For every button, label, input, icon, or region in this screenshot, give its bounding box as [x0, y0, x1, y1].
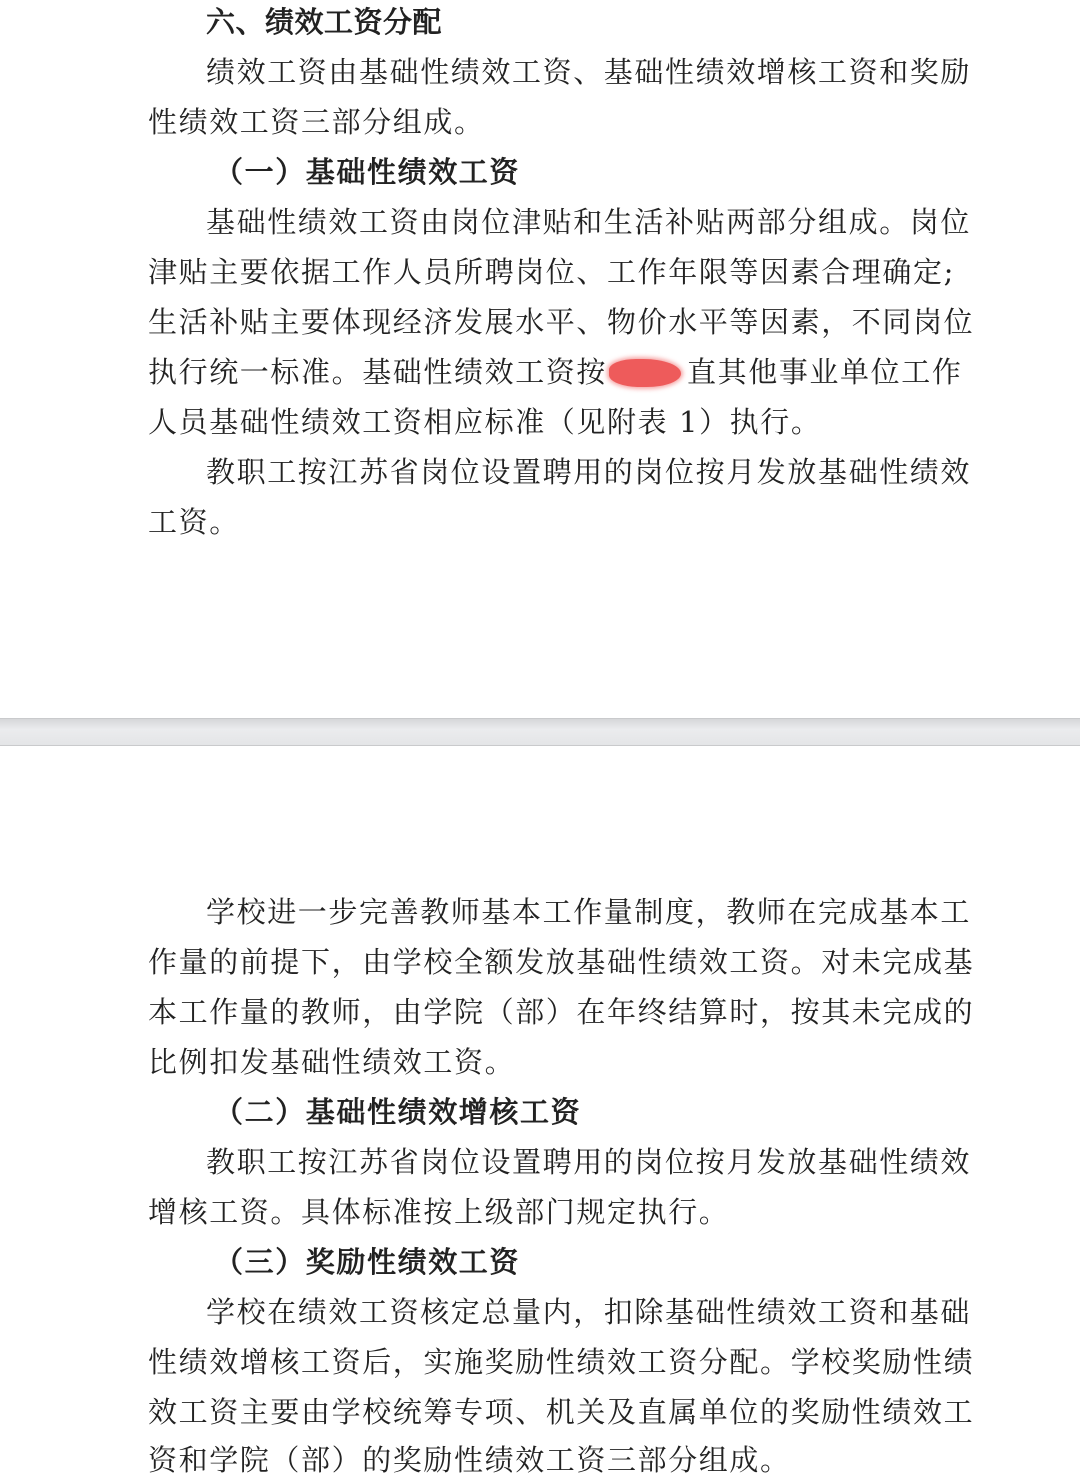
redaction-mark — [609, 359, 681, 387]
paragraph-5-line-1: 学校在绩效工资核定总量内，扣除基础性绩效工资和基础 — [206, 1295, 972, 1329]
paragraph-1-line-5: 人员基础性绩效工资相应标准（见附表 1）执行。 — [148, 405, 822, 439]
section-heading: 六、绩效工资分配 — [206, 5, 443, 39]
paragraph-1-line-1: 基础性绩效工资由岗位津贴和生活补贴两部分组成。岗位 — [206, 205, 972, 239]
paragraph-4-line-1: 教职工按江苏省岗位设置聘用的岗位按月发放基础性绩效 — [206, 1145, 972, 1179]
paragraph-5-line-2: 性绩效增核工资后，实施奖励性绩效工资分配。学校奖励性绩 — [148, 1345, 975, 1379]
paragraph-3-line-4: 比例扣发基础性绩效工资。 — [148, 1045, 516, 1079]
paragraph-2-line-2: 工资。 — [148, 505, 240, 539]
paragraph-5-line-4: 资和学院（部）的奖励性绩效工资三部分组成。 — [148, 1443, 791, 1477]
subsection-title-2: （二）基础性绩效增核工资 — [214, 1095, 582, 1129]
paragraph-1-line-2: 津贴主要依据工作人员所聘岗位、工作年限等因素合理确定; — [148, 255, 955, 289]
paragraph-2-line-1: 教职工按江苏省岗位设置聘用的岗位按月发放基础性绩效 — [206, 455, 972, 489]
paragraph-4-line-2: 增核工资。具体标准按上级部门规定执行。 — [148, 1195, 730, 1229]
paragraph-1-line-4-before: 执行统一标准。基础性绩效工资按 — [148, 355, 608, 389]
paragraph-3-line-3: 本工作量的教师，由学院（部）在年终结算时，按其未完成的 — [148, 995, 975, 1029]
paragraph-3-line-1: 学校进一步完善教师基本工作量制度，教师在完成基本工 — [206, 895, 972, 929]
page-separator — [0, 718, 1080, 746]
paragraph-1-line-4 — [148, 354, 962, 390]
paragraph-1-line-3: 生活补贴主要体现经济发展水平、物价水平等因素，不同岗位 — [148, 305, 975, 339]
subsection-title-3: （三）奖励性绩效工资 — [214, 1245, 521, 1279]
paragraph-3-line-2: 作量的前提下，由学校全额发放基础性绩效工资。对未完成基 — [148, 945, 975, 979]
subsection-title-1: （一）基础性绩效工资 — [214, 155, 521, 189]
intro-line-2: 性绩效工资三部分组成。 — [148, 105, 485, 139]
document-page-1 — [0, 0, 1080, 718]
intro-line-1: 绩效工资由基础性绩效工资、基础性绩效增核工资和奖励 — [206, 55, 972, 89]
document-page-2 — [0, 746, 1080, 1478]
paragraph-1-line-4-after: 直其他事业单位工作 — [687, 355, 963, 389]
paragraph-5-line-3: 效工资主要由学校统筹专项、机关及直属单位的奖励性绩效工 — [148, 1395, 975, 1429]
